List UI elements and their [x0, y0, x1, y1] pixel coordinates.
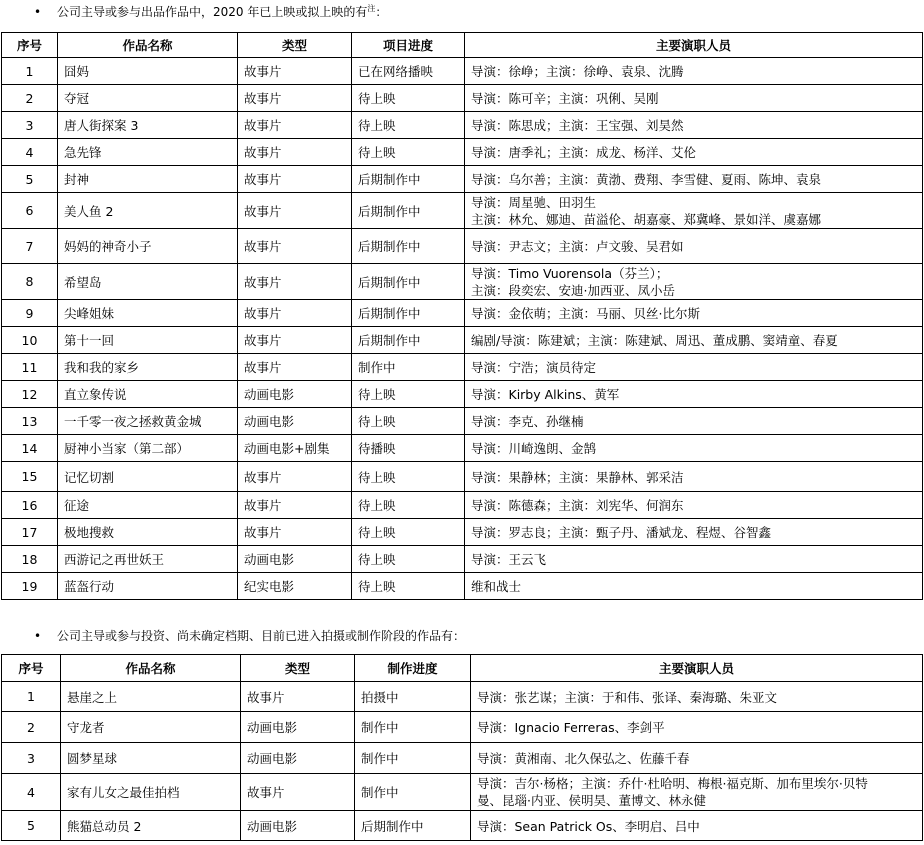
- crew-line: 编剧/导演：陈建斌；主演：陈建斌、周迅、董成鹏、窦靖童、春夏: [471, 333, 838, 348]
- cell-title: 美人鱼 2: [58, 193, 238, 229]
- cell-type: 故事片: [238, 300, 352, 327]
- cell-title: 直立象传说: [58, 381, 238, 408]
- table-row: [2, 462, 923, 492]
- cell-status: 制作中: [355, 743, 471, 774]
- cell-status: 待上映: [352, 492, 465, 519]
- table-row: [2, 712, 923, 743]
- cell-no: 6: [2, 193, 58, 229]
- cell-crew: [465, 492, 923, 519]
- cell-title: 蓝盔行动: [58, 573, 238, 600]
- cell-type: 故事片: [238, 112, 352, 139]
- cell-title: 西游记之再世妖王: [58, 546, 238, 573]
- crew-line: 导演：黄湘南、北久保弘之、佐藤千春: [477, 751, 690, 766]
- cell-title: 守龙者: [61, 712, 241, 743]
- cell-no: 9: [2, 300, 58, 327]
- cell-crew: [465, 435, 923, 462]
- cell-title: 第十一回: [58, 327, 238, 354]
- crew-line: 导演：周星驰、田羽生: [471, 194, 597, 210]
- cell-status: 制作中: [352, 354, 465, 381]
- cell-title: 厨神小当家（第二部）: [58, 435, 238, 462]
- cell-status: 后期制作中: [352, 264, 465, 300]
- cell-status: 拍摄中: [355, 682, 471, 712]
- cell-crew: [471, 811, 923, 841]
- cell-type: 故事片: [238, 462, 352, 492]
- crew-line: 导演：金依萌；主演：马丽、贝丝·比尔斯: [471, 306, 700, 321]
- cell-status: 后期制作中: [352, 229, 465, 264]
- table-row: [2, 435, 923, 462]
- cell-type: 动画电影+剧集: [238, 435, 352, 462]
- cell-no: 3: [2, 743, 61, 774]
- cell-crew: [471, 774, 923, 811]
- cell-type: 故事片: [238, 193, 352, 229]
- header-no: 序号: [2, 33, 58, 58]
- table-row: [2, 546, 923, 573]
- cell-crew: [471, 682, 923, 712]
- cell-no: 18: [2, 546, 58, 573]
- cell-type: 故事片: [238, 492, 352, 519]
- footnote-marker: 注: [367, 4, 376, 13]
- cell-title: 极地搜救: [58, 519, 238, 546]
- cell-status: 后期制作中: [355, 811, 471, 841]
- cell-status: 待上映: [352, 462, 465, 492]
- cell-type: 动画电影: [238, 408, 352, 435]
- cell-title: 急先锋: [58, 139, 238, 166]
- cell-status: 待播映: [352, 435, 465, 462]
- cell-title: 夺冠: [58, 85, 238, 112]
- cell-crew: [465, 166, 923, 193]
- table-row: [2, 139, 923, 166]
- cell-title: 记忆切割: [58, 462, 238, 492]
- table-row: [2, 112, 923, 139]
- crew-line: 导演：徐峥；主演：徐峥、袁泉、沈腾: [471, 64, 684, 79]
- cell-no: 15: [2, 462, 58, 492]
- released-films-table: [1, 32, 923, 600]
- cell-crew: [465, 519, 923, 546]
- table-row: [2, 811, 923, 841]
- table-row: [2, 58, 923, 85]
- crew-line: 导演：Kirby Alkins、黄军: [471, 387, 620, 402]
- crew-line: 导演：陈德森；主演：刘宪华、何润东: [471, 498, 684, 513]
- cell-crew: [465, 408, 923, 435]
- table-header-row: [2, 33, 923, 58]
- cell-title: 悬崖之上: [61, 682, 241, 712]
- cell-status: 待上映: [352, 112, 465, 139]
- crew-line: 导演：陈思成；主演：王宝强、刘昊然: [471, 118, 684, 133]
- cell-no: 16: [2, 492, 58, 519]
- cell-crew: [465, 354, 923, 381]
- cell-no: 7: [2, 229, 58, 264]
- cell-type: 故事片: [238, 85, 352, 112]
- cell-title: 我和我的家乡: [58, 354, 238, 381]
- cell-no: 14: [2, 435, 58, 462]
- cell-type: 动画电影: [241, 712, 355, 743]
- cell-no: 5: [2, 166, 58, 193]
- crew-line: 曼、昆瑙·内亚、侯明昊、董博文、林永健: [477, 793, 706, 808]
- cell-type: 故事片: [238, 229, 352, 264]
- header-status: 项目进度: [352, 33, 465, 58]
- cell-type: 动画电影: [238, 546, 352, 573]
- header-status: 制作进度: [355, 655, 471, 682]
- cell-status: 后期制作中: [352, 166, 465, 193]
- cell-title: 圆梦星球: [61, 743, 241, 774]
- crew-line: 导演：川崎逸朗、金鹄: [471, 441, 597, 456]
- cell-title: 一千零一夜之拯救黄金城: [58, 408, 238, 435]
- cell-crew: [471, 712, 923, 743]
- cell-status: 待上映: [352, 408, 465, 435]
- cell-no: 19: [2, 573, 58, 600]
- crew-line: 导演：王云飞: [471, 552, 547, 567]
- table-row: [2, 573, 923, 600]
- cell-status: 待上映: [352, 139, 465, 166]
- crew-line: 导演：果静林；主演：果静林、郭采洁: [471, 469, 684, 485]
- cell-crew: [465, 573, 923, 600]
- cell-type: 动画电影: [241, 811, 355, 841]
- crew-line: 导演：李克、孙继楠: [471, 414, 584, 429]
- bullet-icon: •: [34, 5, 42, 19]
- crew-line: 导演：尹志文；主演：卢文骏、吴君如: [471, 239, 684, 254]
- crew-line: 导演：Ignacio Ferreras、李剑平: [477, 720, 665, 735]
- cell-type: 故事片: [238, 519, 352, 546]
- in-production-table: [1, 654, 923, 841]
- cell-crew: [465, 462, 923, 492]
- cell-title: 熊猫总动员 2: [61, 811, 241, 841]
- cell-status: 后期制作中: [352, 300, 465, 327]
- cell-status: 待上映: [352, 573, 465, 600]
- cell-type: 纪实电影: [238, 573, 352, 600]
- table-row: [2, 408, 923, 435]
- cell-no: 10: [2, 327, 58, 354]
- table-row: [2, 193, 923, 229]
- cell-title: 封神: [58, 166, 238, 193]
- table-row: [2, 682, 923, 712]
- cell-no: 5: [2, 811, 61, 841]
- cell-crew: [465, 327, 923, 354]
- cell-crew: [465, 264, 923, 300]
- cell-crew: [465, 300, 923, 327]
- cell-no: 1: [2, 682, 61, 712]
- cell-title: 尖峰姐妹: [58, 300, 238, 327]
- table-row: [2, 166, 923, 193]
- section2-intro-text: 公司主导或参与投资、尚未确定档期、目前已进入拍摄或制作阶段的作品有：: [57, 629, 466, 643]
- cell-type: 故事片: [241, 682, 355, 712]
- crew-line: 导演：罗志良；主演：甄子丹、潘斌龙、程煜、谷智鑫: [471, 525, 772, 540]
- cell-no: 8: [2, 264, 58, 300]
- cell-crew: [465, 58, 923, 85]
- header-title: 作品名称: [58, 33, 238, 58]
- crew-line: 主演：段奕宏、安迪·加西亚、凤小岳: [471, 282, 675, 298]
- table-row: [2, 327, 923, 354]
- cell-no: 12: [2, 381, 58, 408]
- cell-no: 4: [2, 139, 58, 166]
- crew-line: 导演：张艺谋；主演：于和伟、张译、秦海璐、朱亚文: [477, 689, 778, 705]
- cell-status: 后期制作中: [352, 193, 465, 229]
- bullet-icon: •: [34, 629, 42, 643]
- cell-type: 故事片: [241, 774, 355, 811]
- section1-intro-text: 公司主导或参与出品作品中，2020 年已上映或拟上映的有: [57, 5, 368, 19]
- cell-status: 待上映: [352, 381, 465, 408]
- table-row: [2, 300, 923, 327]
- crew-line: 导演：陈可辛；主演：巩俐、吴刚: [471, 91, 659, 106]
- cell-no: 13: [2, 408, 58, 435]
- crew-line: 维和战士: [471, 579, 522, 594]
- cell-no: 2: [2, 85, 58, 112]
- table-row: [2, 85, 923, 112]
- crew-line: 导演：乌尔善；主演：黄渤、费翔、李雪健、夏雨、陈坤、袁泉: [471, 172, 822, 187]
- cell-no: 11: [2, 354, 58, 381]
- table-row: [2, 492, 923, 519]
- table-row: [2, 354, 923, 381]
- cell-status: 制作中: [355, 712, 471, 743]
- header-title: 作品名称: [61, 655, 241, 682]
- cell-no: 17: [2, 519, 58, 546]
- cell-status: 待上映: [352, 519, 465, 546]
- cell-no: 2: [2, 712, 61, 743]
- cell-crew: [465, 139, 923, 166]
- table-header-row: [2, 655, 923, 682]
- crew-line: 主演：林允、娜迪、苗溢伦、胡嘉豪、郑冀峰、景如洋、虞嘉娜: [471, 211, 822, 227]
- cell-status: 已在网络播映: [352, 58, 465, 85]
- cell-title: 希望岛: [58, 264, 238, 300]
- crew-line: 导演：唐季礼；主演：成龙、杨洋、艾伦: [471, 145, 697, 160]
- cell-type: 动画电影: [238, 381, 352, 408]
- cell-type: 故事片: [238, 139, 352, 166]
- cell-status: 后期制作中: [352, 327, 465, 354]
- table-row: [2, 381, 923, 408]
- table-row: [2, 264, 923, 300]
- header-type: 类型: [241, 655, 355, 682]
- cell-crew: [465, 112, 923, 139]
- cell-title: 囧妈: [58, 58, 238, 85]
- table-row: [2, 743, 923, 774]
- table-row: [2, 774, 923, 811]
- cell-status: 待上映: [352, 85, 465, 112]
- cell-crew: [465, 381, 923, 408]
- table-row: [2, 519, 923, 546]
- cell-title: 妈妈的神奇小子: [58, 229, 238, 264]
- cell-type: 故事片: [238, 264, 352, 300]
- crew-line: 导演：宁浩；演员待定: [471, 360, 597, 375]
- cell-type: 故事片: [238, 327, 352, 354]
- cell-type: 动画电影: [241, 743, 355, 774]
- crew-line: 导演：Sean Patrick Os、李明启、吕中: [477, 818, 700, 834]
- cell-crew: [465, 85, 923, 112]
- cell-title: 家有儿女之最佳拍档: [61, 774, 241, 811]
- cell-type: 故事片: [238, 58, 352, 85]
- cell-crew: [465, 193, 923, 229]
- crew-line: 导演：Timo Vuorensola（芬兰）；: [471, 265, 669, 281]
- cell-no: 1: [2, 58, 58, 85]
- crew-line: 导演：吉尔·杨格；主演：乔什·杜哈明、梅根·福克斯、加布里埃尔·贝特: [477, 776, 868, 791]
- cell-crew: [465, 546, 923, 573]
- header-crew: 主要演职人员: [465, 33, 923, 58]
- cell-no: 4: [2, 774, 61, 811]
- cell-title: 征途: [58, 492, 238, 519]
- cell-status: 制作中: [355, 774, 471, 811]
- cell-type: 故事片: [238, 354, 352, 381]
- cell-type: 故事片: [238, 166, 352, 193]
- cell-status: 待上映: [352, 546, 465, 573]
- table-row: [2, 229, 923, 264]
- header-type: 类型: [238, 33, 352, 58]
- cell-crew: [471, 743, 923, 774]
- cell-title: 唐人街探案 3: [58, 112, 238, 139]
- header-no: 序号: [2, 655, 61, 682]
- section1-intro-suffix: ：: [375, 5, 388, 19]
- cell-crew: [465, 229, 923, 264]
- cell-no: 3: [2, 112, 58, 139]
- header-crew: 主要演职人员: [471, 655, 923, 682]
